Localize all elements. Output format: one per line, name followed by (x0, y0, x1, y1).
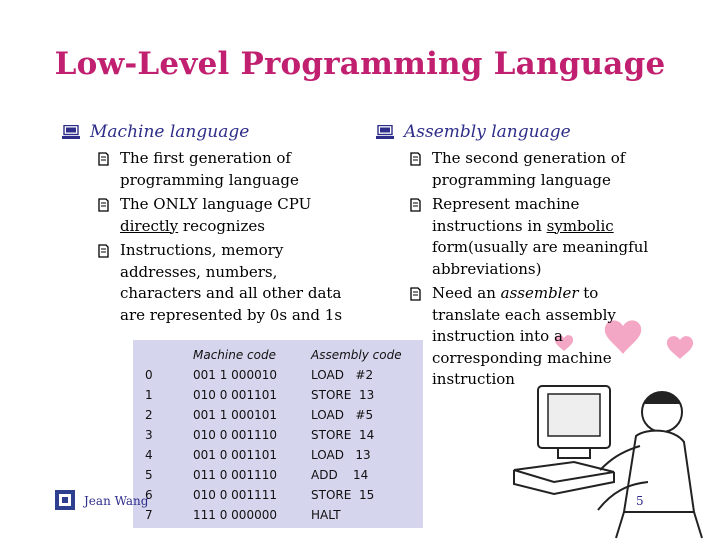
assembly-language-heading (376, 122, 666, 142)
bullet-text: to translate each assembly instruction into a corresponding machine instruction (432, 284, 616, 388)
bullet-text: form(usually are meaningful abbreviations) (432, 238, 649, 278)
scroll-bullet-icon (96, 152, 110, 166)
bullet-item (376, 194, 666, 280)
scroll-bullet-icon (408, 198, 422, 212)
table-row (133, 468, 423, 488)
row-index: 3 (145, 428, 153, 442)
machine-code-header: Machine code (193, 348, 276, 362)
bullet-text: Represent machine instructions in (432, 195, 580, 235)
machine-code-cell: 001 1 000101 (193, 408, 277, 422)
row-index: 5 (145, 468, 153, 482)
university-logo-icon (54, 489, 76, 511)
row-index: 4 (145, 448, 153, 462)
scroll-bullet-icon (408, 152, 422, 166)
table-row (133, 388, 423, 408)
machine-language-heading (62, 122, 362, 142)
machine-code-cell: 111 0 000000 (193, 508, 277, 522)
machine-code-cell: 001 0 001101 (193, 448, 277, 462)
assembly-code-header: Assembly code (311, 348, 402, 362)
bullet-text: Instructions, memory addresses, numbers, characters and all other data are represented by 0s and 1s (120, 241, 343, 324)
machine-code-cell: 010 0 001110 (193, 428, 277, 442)
machine-code-cell: 010 0 001111 (193, 488, 277, 502)
row-index: 7 (145, 508, 153, 522)
assembly-language-heading-text: Assembly language (404, 122, 571, 142)
page-number: 5 (636, 494, 644, 508)
underlined-text: symbolic (546, 216, 614, 235)
bullet-text: The second generation of programming language (432, 149, 626, 189)
bullet-text: recognizes (178, 216, 265, 235)
slide-title: Low-Level Programming Language (54, 46, 666, 82)
assembly-code-cell: LOAD #2 (311, 368, 374, 382)
machine-language-column (62, 122, 362, 329)
computer-icon (62, 125, 80, 139)
heart-icon (667, 336, 693, 359)
machine-code-cell: 011 0 001110 (193, 468, 277, 482)
underlined-text: directly (120, 216, 179, 235)
assembly-code-cell: LOAD #5 (311, 408, 374, 422)
row-index: 1 (145, 388, 153, 402)
code-table (133, 340, 423, 528)
bullet-text: Need an (432, 284, 501, 302)
computer-icon (376, 125, 394, 139)
machine-language-heading-text: Machine language (90, 122, 250, 142)
machine-code-cell: 010 0 001101 (193, 388, 277, 402)
machine-code-cell: 001 1 000010 (193, 368, 277, 382)
scroll-bullet-icon (96, 198, 110, 212)
table-row (133, 508, 423, 528)
assembly-code-cell: STORE 14 (311, 428, 375, 442)
bullet-item (62, 194, 362, 237)
assembly-code-cell: ADD 14 (311, 468, 369, 482)
table-row (133, 448, 423, 468)
assembly-code-cell: HALT (311, 508, 341, 522)
assembly-code-cell: STORE 13 (311, 388, 375, 402)
bullet-item (376, 148, 666, 191)
footer-author: Jean Wang (84, 494, 149, 508)
table-row (133, 408, 423, 428)
row-index: 2 (145, 408, 153, 422)
scroll-bullet-icon (96, 244, 110, 258)
row-index: 6 (145, 488, 153, 502)
bullet-text: The ONLY language CPU (120, 195, 312, 213)
bullet-item (62, 148, 362, 191)
bullet-item (62, 240, 362, 326)
assembly-code-cell: STORE 15 (311, 488, 375, 502)
table-row (133, 368, 423, 388)
assembly-code-cell: LOAD 13 (311, 448, 371, 462)
table-row (133, 428, 423, 448)
bullet-text: The first generation of programming language (120, 149, 299, 189)
table-row (133, 488, 423, 508)
italic-text: assembler (500, 284, 579, 302)
scroll-bullet-icon (408, 287, 422, 301)
row-index: 0 (145, 368, 153, 382)
machine-language-bullets (62, 148, 362, 326)
